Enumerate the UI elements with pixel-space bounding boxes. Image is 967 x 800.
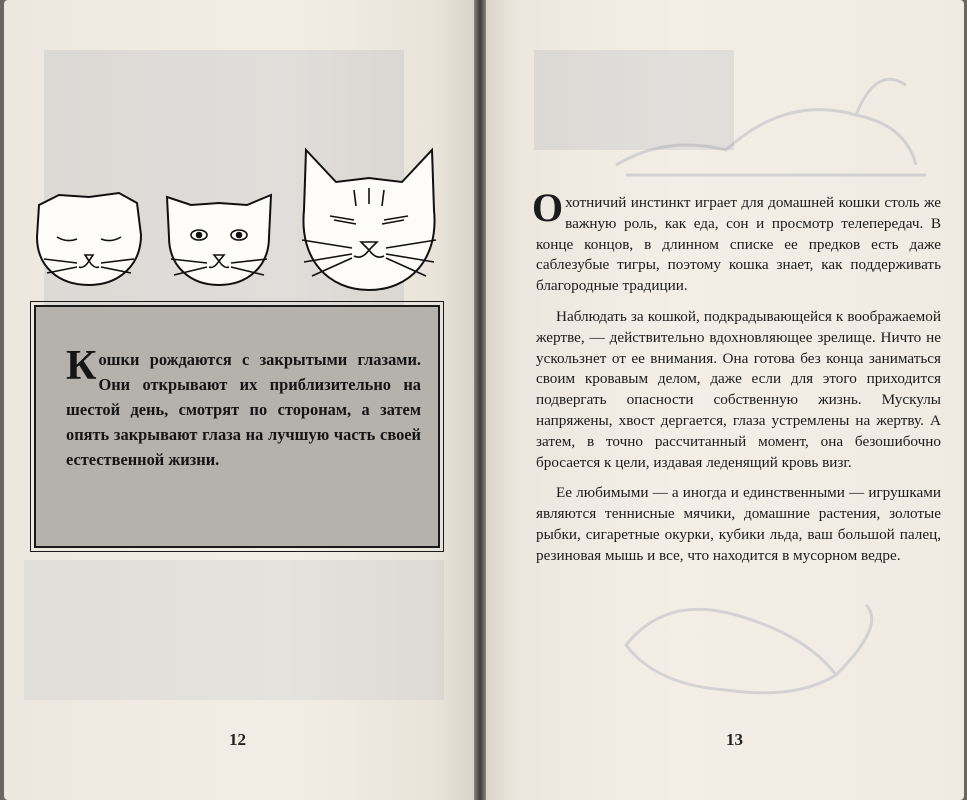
paragraph-1: [532, 185, 941, 297]
stretching-cat-showthrough: [606, 55, 936, 195]
article-text: [532, 185, 941, 577]
paragraph-3: Ее любимыми — а иногда и единственными — игрушками являются теннисные мячики, домашние растения, золотые рыбки, сигаретные окурки, кубики льда, ваш большой палец, резиновая мышь и все, что находится в мусорном ведре.: [536, 484, 941, 564]
sleeping-kitten-icon: [29, 185, 149, 295]
paragraph-2: Наблюдать за кошкой, подкрадывающейся к воображаемой жертве, — действительно вдохновляющее зрелище. Ничто не ускользнет от ее внимания. Она готова без конца заниматься своим кровавым делом, даже если для этого приходится подвергать опасности собственную жизнь. Мускулы напряжены, хвост дергается, глаза устремлены на жертву. А затем, в точно рассчитанный момент, она безошибочно бросается к цели, издавая леденящий кровь визг.: [536, 307, 941, 471]
page-number-left: 12: [229, 730, 246, 749]
paragraph-1-body: хотничий инстинкт играет для домашней кошки столь же важную роль, как еда, сон и просмотр телепередач. В конце концов, в длинном списке ее предков есть даже саблезубые тигры, поэтому кошка знает, как поддерживать благородные традиции.: [536, 194, 941, 295]
right-page: [486, 0, 964, 800]
curled-cat-showthrough: [606, 585, 906, 705]
dropcap-letter: О: [532, 185, 564, 230]
left-page: [4, 0, 474, 800]
boxed-fact-text: [66, 343, 421, 472]
dropcap-letter: К: [66, 343, 97, 389]
cat-squinting-icon: [294, 140, 444, 300]
page-number-right: 13: [726, 730, 743, 749]
highlight-box: [34, 305, 440, 548]
book-gutter: [474, 0, 486, 800]
cat-faces-illustration: [29, 140, 449, 300]
showthrough-block: [24, 560, 444, 700]
boxed-fact-body: ошки рождаются с закрытыми глазами. Они открывают их приблизительно на шестой день, смотрят по сторонам, а затем опять закрывают глаза на лучшую часть своей естественной жизни.: [66, 350, 421, 469]
kitten-open-eyes-icon: [159, 185, 279, 295]
